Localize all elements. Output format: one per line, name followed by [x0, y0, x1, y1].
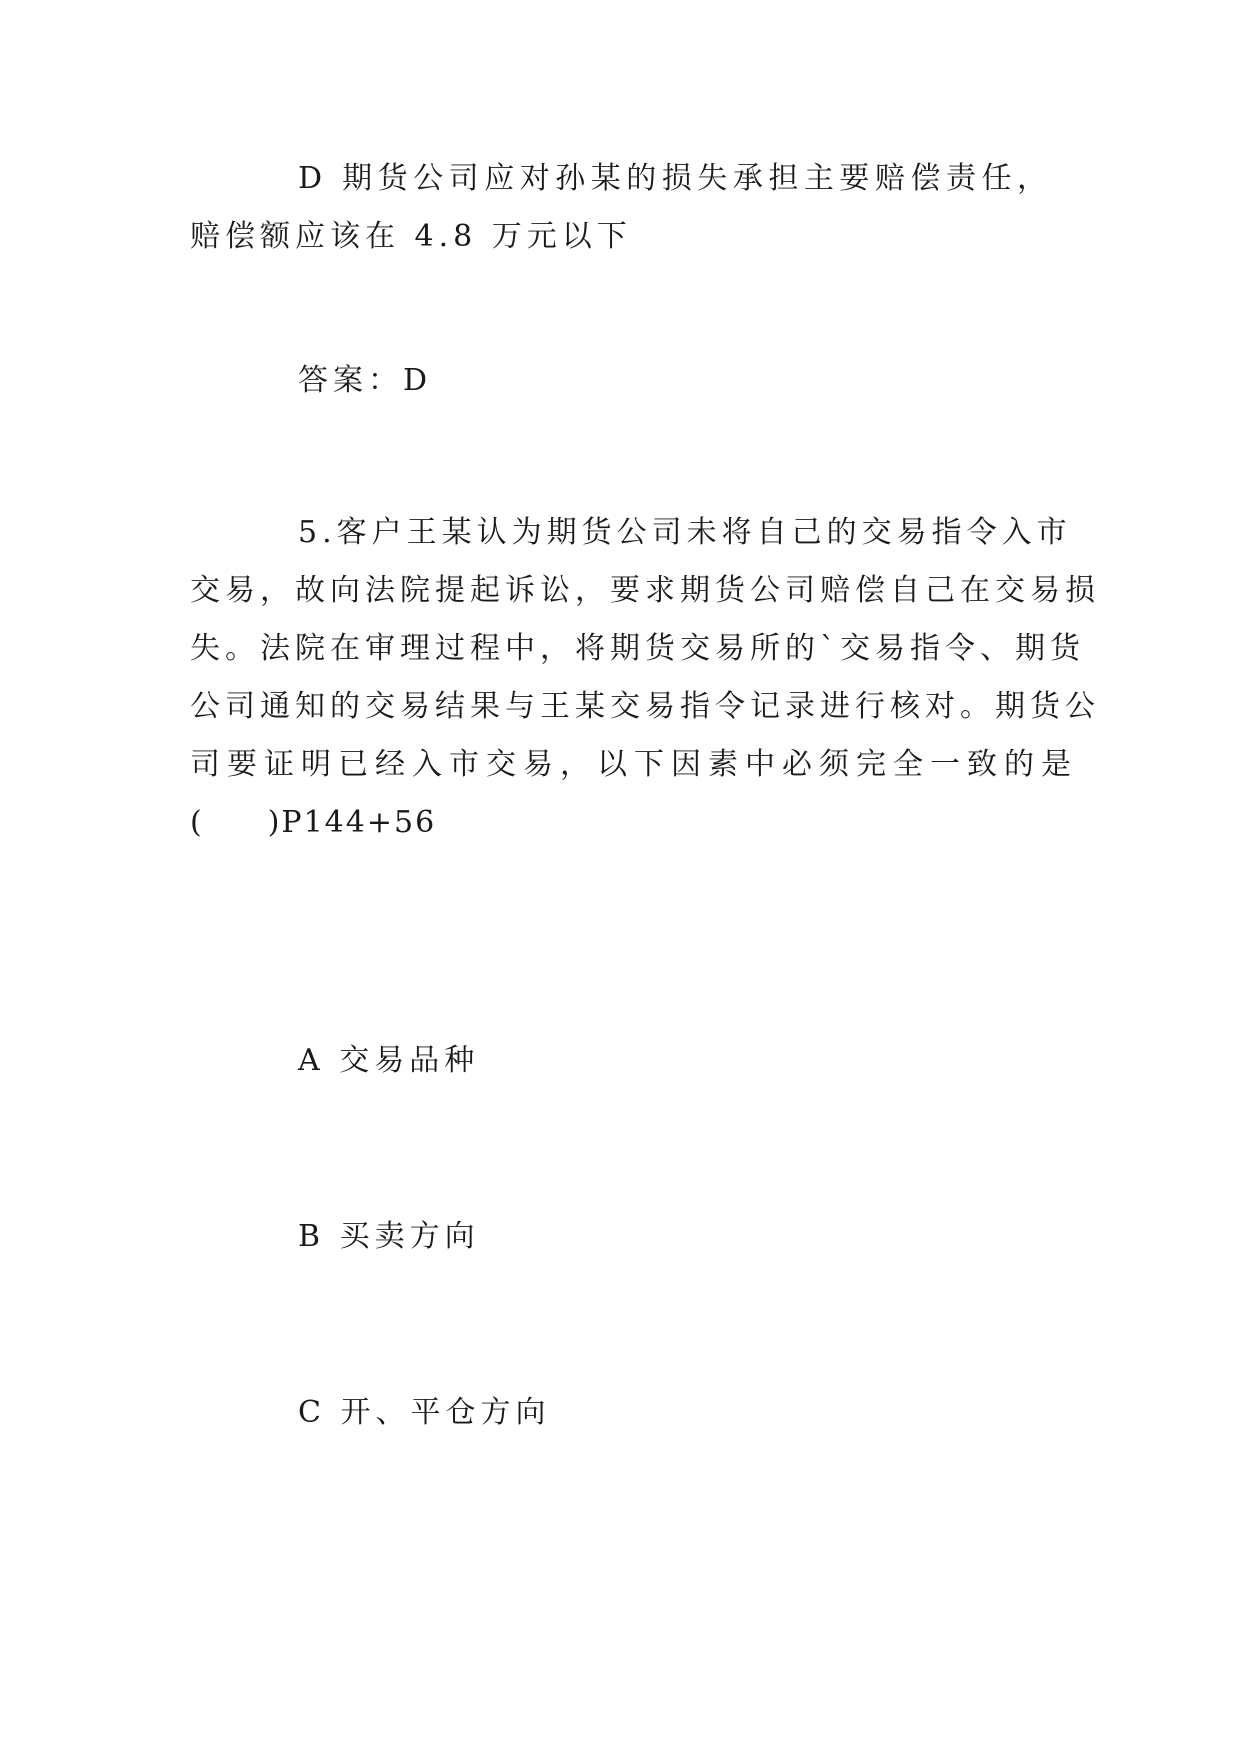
question-5-line-6: ( )P144+56 — [190, 805, 437, 840]
question-5-line-1: 5.客户王某认为期货公司未将自己的交易指令入市 — [298, 515, 1072, 550]
option-d-previous-question: D 期货公司应对孙某的损失承担主要赔偿责任，赔偿额应该在 4.8 万元以下 — [190, 161, 1052, 254]
option-c: C 开、平仓方向 — [298, 1395, 551, 1430]
answer-text: 答案：D — [298, 363, 433, 398]
question-5-line-3: 失。法院在审理过程中，将期货交易所的`交易指令、期货 — [190, 631, 1085, 666]
question-5 — [190, 504, 1100, 852]
option-b: B 买卖方向 — [298, 1219, 480, 1254]
question-5-line-4: 公司通知的交易结果与王某交易指令记录进行核对。期货公 — [190, 689, 1100, 724]
question-5-line-5: 司要证明已经入市交易，以下因素中必须完全一致的是 — [190, 747, 1078, 782]
option-a: A 交易品种 — [298, 1043, 480, 1078]
question-5-line-2: 交易，故向法院提起诉讼，要求期货公司赔偿自己在交易损 — [190, 573, 1100, 608]
